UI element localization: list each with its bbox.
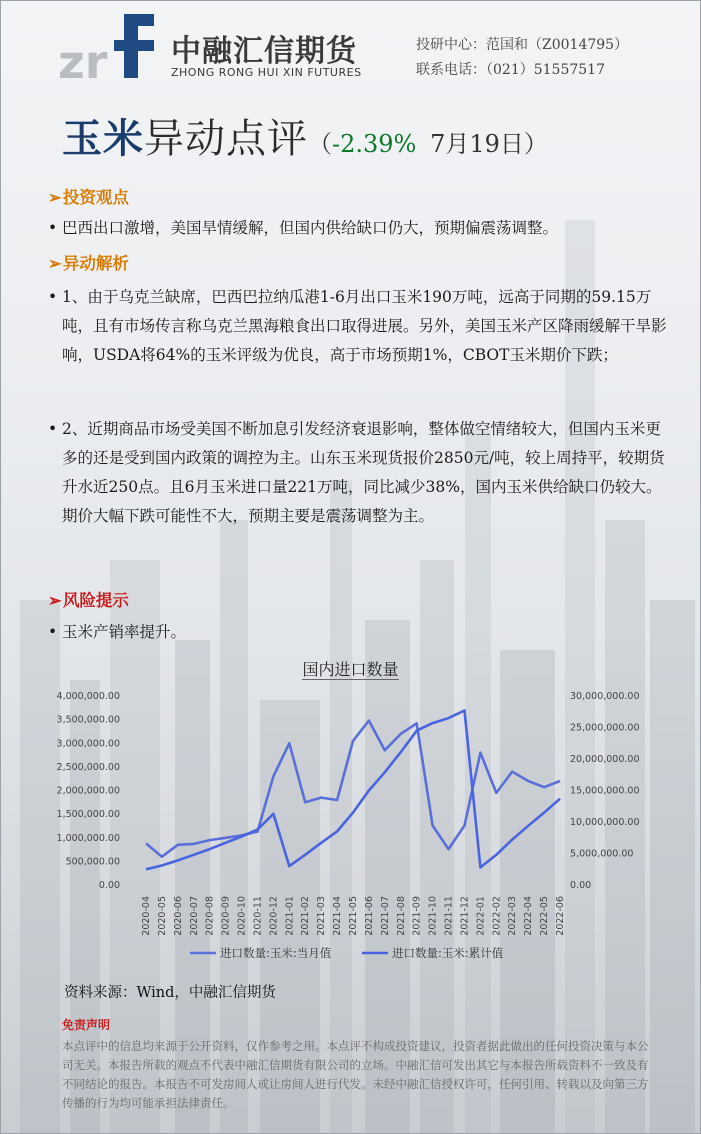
x-axis-tick-label: 2022-06 [555,896,566,936]
risk-bullet [48,618,668,647]
x-axis-tick-label: 2020-06 [172,896,184,936]
section-heading-view [48,184,129,208]
x-axis-tick-label: 2022-03 [507,896,519,936]
x-axis-tick-label: 2020-07 [188,896,200,936]
contact-info [416,33,628,83]
analyst-line: 投研中心：范国和（Z0014795） [416,37,629,53]
right-axis-tick-label: 30,000,000.00 [570,691,640,702]
section-heading-label: 异动解析 [62,254,129,273]
legend-label-monthly: 进口数量:玉米:当月值 [220,946,332,960]
analysis-bullet-1 [48,283,668,403]
left-axis-tick-label: 1,500,000.00 [56,809,120,821]
disclaimer-heading: 免责声明 [62,1018,111,1032]
section-heading-label: 风险提示 [62,591,129,610]
arrow-icon: ➢ [48,188,62,207]
right-axis-tick-label: 0.00 [570,880,592,891]
company-logo [56,10,376,82]
bullet-icon: • [48,219,58,237]
x-axis-tick-label: 2022-05 [539,896,551,936]
title-date: 7月19日 [430,130,524,158]
left-axis-tick-label: 3,000,000.00 [56,738,120,750]
left-axis-tick-label: 4,000,000.00 [56,691,120,702]
x-axis-tick-label: 2020-12 [268,896,280,936]
series-line-monthly [146,721,560,857]
logo-chinese-name: 中融汇信期货 [171,34,357,69]
x-axis-tick-label: 2020-04 [141,896,152,936]
x-axis-tick-label: 2022-02 [491,896,503,936]
left-axis-tick-label: 3,500,000.00 [56,714,120,726]
x-axis-tick-label: 2021-01 [284,896,296,936]
right-axis-tick-label: 15,000,000.00 [570,785,640,797]
view-text: 巴西出口激增，美国旱情缓解，但国内供给缺口仍大，预期偏震荡调整。 [62,219,559,237]
right-axis-tick-label: 25,000,000.00 [570,722,640,734]
logo-english-name: ZHONG RONG HUI XIN FUTURES [171,66,362,79]
x-axis-tick-label: 2020-10 [236,896,248,936]
zrf-logo-icon [56,10,166,82]
analysis-bullet-2 [48,415,668,565]
x-axis-tick-label: 2020-08 [204,896,216,936]
section-heading-label: 投资观点 [62,188,129,207]
bullet-icon: • [48,420,58,438]
section-heading-risk [48,587,129,611]
x-axis-tick-label: 2021-03 [316,896,328,936]
title-paren-open: （ [308,130,332,158]
title-commodity: 玉米 [62,115,144,162]
x-axis-tick-label: 2021-10 [427,896,439,936]
disclaimer-text: 本点评中的信息均来源于公开资料，仅作参考之用。本点评不构成投资建议，投资者据此做出的任何投资决策与本公司无关。本报告所载的观点不代表中融汇信期货有限公司的立场。中融汇信可发出其它与本报告所载资料不一致及有不同结论的报告。本报告不可发房间人或让房间人进行代发。未经中融汇信授权许可，任何引用、转载以及向第三方传播的行为均可能承担法律责任。 [62,1039,649,1110]
risk-text: 玉米产销率提升。 [62,623,187,641]
x-axis-tick-label: 2021-09 [411,896,423,936]
bullet-icon: • [48,288,58,306]
title-paren-close: ） [523,130,548,158]
right-axis-tick-label: 5,000,000.00 [570,848,634,860]
x-axis-tick-label: 2020-11 [252,896,264,936]
bullet-icon: • [48,623,58,641]
left-axis-tick-label: 2,500,000.00 [56,761,120,773]
view-bullet [48,214,668,243]
arrow-icon: ➢ [48,591,62,610]
x-axis-tick-label: 2020-09 [220,896,232,936]
chart-title-text: 国内进口数量 [302,660,399,679]
x-axis-tick-label: 2022-01 [475,896,487,936]
section-heading-analysis [48,250,129,274]
x-axis-tick-label: 2021-08 [395,896,407,936]
right-axis-tick-label: 10,000,000.00 [570,817,640,828]
analysis-text-1: 1、由于乌克兰缺席，巴西巴拉纳瓜港1-6月出口玉米190万吨，远高于同期的59.15万吨，且有市场传言称乌克兰黑海粮食出口取得进展。另外，美国玉米产区降雨缓解干旱影响，USDA将64%的玉米评级为优良，高于市场预期1%，CBOT玉米期价下跌； [62,288,667,364]
svg-text:zr: zr [58,35,108,82]
x-axis-tick-label: 2021-02 [300,896,312,936]
chart-title [0,657,701,680]
report-title [62,113,548,170]
left-axis-tick-label: 2,000,000.00 [56,785,120,797]
arrow-icon: ➢ [48,254,62,273]
analysis-text-2: 2、近期商品市场受美国不断加息引发经济衰退影响，整体做空情绪较大，但国内玉米更多的还是受到国内政策的调控为主。山东玉米现货报价2850元/吨，较上周持平，较期货升水近250点。且6月玉米进口量221万吨，同比减少38%，国内玉米供给缺口仍较大。期价大幅下跌可能性不大，预期主要是震荡调整为主。 [62,420,665,525]
x-axis-tick-label: 2021-04 [332,896,344,936]
title-change-percent: -2.39% [332,130,417,158]
x-axis-tick-label: 2021-12 [459,896,471,936]
right-axis-tick-label: 20,000,000.00 [570,754,640,765]
legend-label-cumulative: 进口数量:玉米:累计值 [392,946,504,960]
title-topic: 异动点评 [144,116,308,162]
phone-line: 联系电话：（021）51557517 [416,62,605,78]
x-axis-tick-label: 2020-05 [156,896,168,936]
x-axis-tick-label: 2021-05 [348,896,359,936]
data-source: 资料来源：Wind，中融汇信期货 [64,985,276,1001]
import-volume-chart [0,680,701,970]
left-axis-tick-label: 0.00 [98,880,120,891]
left-axis-tick-label: 1,000,000.00 [56,832,120,844]
x-axis-tick-label: 2021-06 [363,896,375,936]
x-axis-tick-label: 2021-11 [443,896,455,936]
left-axis-tick-label: 500,000.00 [65,856,120,868]
x-axis-tick-label: 2022-04 [523,896,535,936]
x-axis-tick-label: 2021-07 [379,896,391,936]
